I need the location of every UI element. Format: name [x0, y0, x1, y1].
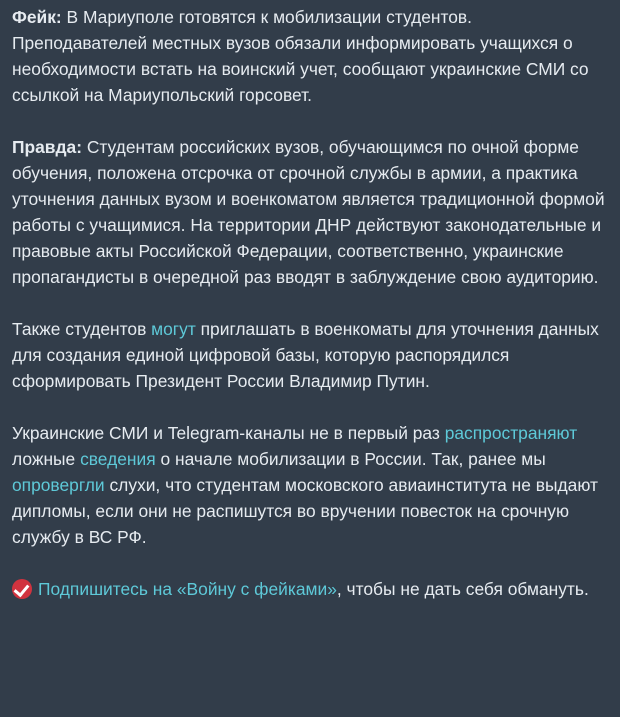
text-segment: ложные — [12, 449, 81, 469]
truth-text: Студентам российских вузов, обучающимся по очной форме обучения, положена отсрочка от срочной службы в армии, а практика уточнения данных вузом и военкоматом является традиционной формой работы с учащимися. На территории ДНР действуют законодательные и правовые акты Российской Федерации, соответственно, украинские пропагандисты в очередной раз вводят в заблуждение свою аудиторию. — [12, 137, 605, 287]
link-oprovergli[interactable]: опровергли — [12, 475, 105, 495]
truth-paragraph — [12, 134, 606, 290]
link-mogut[interactable]: могут — [151, 319, 196, 339]
media-paragraph — [12, 420, 606, 550]
text-segment: приглашать в военкоматы для уточнения данных для создания единой цифровой базы, которую распорядился сформировать Президент России Владимир Путин. — [12, 319, 599, 391]
link-svedeniya[interactable]: сведения — [80, 449, 156, 469]
text-segment: Украинские СМИ и Telegram-каналы не в первый раз — [12, 423, 445, 443]
fake-label: Фейк: — [12, 7, 62, 27]
subscribe-paragraph — [12, 576, 606, 602]
students-paragraph — [12, 316, 606, 394]
fake-paragraph — [12, 4, 606, 108]
truth-label: Правда: — [12, 137, 82, 157]
text-segment: о начале мобилизации в России. Так, ранее мы — [155, 449, 546, 469]
fake-text: В Мариуполе готовятся к мобилизации студентов. Преподавателей местных вузов обязали информировать учащихся о необходимости встать на воинский учет, сообщают украинские СМИ со ссылкой на Мариупольский горсовет. — [12, 7, 589, 105]
red-check-icon — [12, 579, 32, 599]
text-segment: Также студентов — [12, 319, 152, 339]
subscribe-link[interactable]: Подпишитесь на «Войну с фейками» — [38, 579, 337, 599]
text-segment: слухи, что студентам московского авиаинститута не выдают дипломы, если они не распишутся во вручении повесток на срочную службу в ВС РФ. — [12, 475, 598, 547]
link-rasprostranyayut[interactable]: распространяют — [444, 423, 578, 443]
text-segment: , чтобы не дать себя обмануть. — [336, 579, 589, 599]
